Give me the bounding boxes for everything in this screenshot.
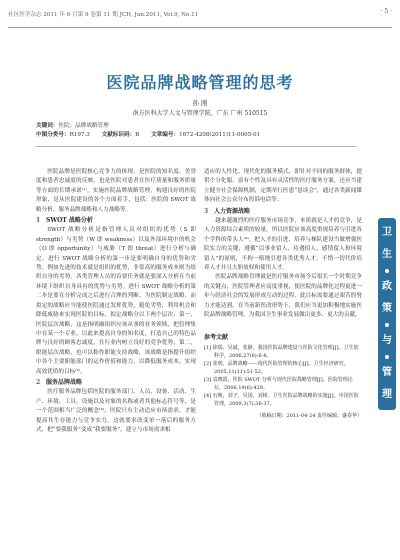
section-number: 3 (204, 207, 209, 215)
section-3-paragraph: 越来越激烈的医疗服务市场竞争，本质就是人才的竞争，是人力资源综合素质的较量，所以医院应该高度重视培养与引进各个学科的带头人⁽⁴⁾。把人才的引进、培养与梯队建设当做增强医院实力的关键，遵循“以事业留人、待遇招人、感情留人和环境留人”的原则，不拘一格地引进各类优秀人才，不惜一切代价培养人才并且大胆放权和使用人才。 (204, 218, 362, 272)
side-tab-char: 理 (382, 389, 392, 400)
references-heading: 参考文献 (204, 333, 229, 341)
right-column (204, 168, 362, 421)
article-no-value: 1672-4208(2011)11-0005-01 (179, 132, 261, 138)
section-heading-2 (36, 378, 196, 387)
left-column (36, 168, 196, 435)
section-1-paragraph: SWOT 战略分析是指管理人员对组织的优势（S 即 strength）与劣势（W 即 weakness）以及外部环境中的机会（O 即 opportunity）与威胁（T 即 threat）进行分析与确定。进行 SWOT 战略分析的第一步是要明确自身的优势和劣势。例如先进的技术就是组织的优势，非常高的服务成本则为组织自身的劣势。各类管理人员的首要任务就是要深入分析在当前环境下组织自身具有的优势与劣势。进行 SWOT 战略分析的第二步是要在分析完成之后进行合理的判断、为医院制定战略。而拟定的战略应当能使医院通过发挥优势，避免劣势，利用机会和降低威胁来实现医院的目标。拟定战略分以下两个层次：第一，医院层次战略，这是指明确组织应该从事的业务领域，把管理集中在某一个专业，以此来提高自身的知名度，打造自己的特色品牌与良好的顾客忠诚度。在行业内树立良好的竞争优势，第二，职能层次战略，也可以称作职能支持战略，该战略是指提升组织中各个主要职能部门的运作价值和能力，以降低服务成本，实现高效优质的目标⁽²⁾。 (36, 227, 196, 375)
side-tab-char: 策 (382, 303, 392, 314)
clc-value: R197.3 (69, 132, 90, 138)
intro-paragraph: 医院品牌是医院核心竞争力的体现，是医院的知名度、美誉度和患者忠诚度的反映。也是医院对患者在医疗质量和服务质量等方面的长期承诺⁽¹⁾。实施医院品牌战略管理，构建良好的医院形象，是从医院建设的各个方面着手，包括：医院的 SWOT 战略分析、服务品牌战略和人力战略等。 (36, 169, 196, 213)
article-title: 医院品牌战略管理的思考 (106, 73, 294, 92)
article-no-label: 文章编号： (151, 132, 180, 138)
received-date-editor: （收稿日期：2011-04-24 责任编辑：盛春华） (256, 412, 362, 419)
side-tab-char: 与 (382, 335, 392, 346)
side-tab-char: 管 (382, 367, 392, 378)
keywords-label: 关键词： (36, 123, 59, 129)
side-tab-char: 卫 (382, 227, 392, 238)
article-author: 孙 刚 (192, 99, 208, 107)
section-title: SWOT 战略分析 (46, 217, 93, 225)
journal-citation: 社区医学杂志 2011 年 6 月第 9 卷第 11 期 JCH, Jun.2011, Vol.9, No.11 (8, 12, 199, 18)
side-tab-char: 政 (382, 281, 392, 292)
author-affiliation: 南方医科大学人文与管理学院，广东 广州 510515 (132, 110, 268, 117)
side-tab-char: 生 (382, 249, 392, 260)
running-header (8, 6, 392, 28)
page-number: · 5 · (380, 8, 392, 15)
reference-item: [2] 张明，品牌战略——现代医院管理的核心[J]。卫生经济研究，2005,11(11):51-52。 (204, 360, 349, 375)
keywords-line (36, 122, 356, 131)
section-number: 2 (36, 378, 41, 386)
section-2-paragraph: 医疗服务品牌包括医院的服务部门、人员、设备、活动、生产、环境、工具、设施以及对象的名称或者其他标志符号等，是一个范围相当广泛的概念⁽³⁾。医院只有主动适应市场需求，才能提高其生存能力与竞争实力。这就要求改变单一落后的服务方式，把“要我服务”变成“我要服务”，建立与市场需求相 (36, 389, 196, 433)
clc-label: 中图分类号： (36, 132, 70, 138)
bullet-dot-icon (385, 323, 389, 327)
section-title: 人力资源战略 (214, 207, 251, 215)
article-metadata (36, 122, 356, 147)
bullet-dot-icon (385, 355, 389, 359)
section-side-tab (378, 218, 396, 410)
section-number: 1 (36, 217, 41, 225)
section-title: 服务品牌战略 (46, 378, 83, 386)
section-2-continued: 适应的人性化、现代化的服务模式，即针对不同的服务群体，提供个分化服、富有个性及具有灵活性的医疗服务方案，还应当建立健全社会保障机制，定期举行医患“恳谈会”，通过各类新闻媒体向社会公众分布投诉电话等。 (204, 169, 362, 204)
doc-code-value: B (135, 132, 140, 138)
reference-item: [4] 石焕，刘子，吴国，刘树。卫生医院品牌战略的实施[J]。中国医院管理，2009,3(7):36-37。 (204, 392, 359, 407)
closing-paragraph: 医院品牌战略管理就是医疗服务市场今后很长一个时期竞争的关键点，医院管理者应高度重视，使医院的品牌化过程更进一步与经济社会的发展形成互动的过程，此目标需要通过艰苦的努力才能达到。在当前新医改形势下，我们应当更加积极地实施医院品牌战略管理，为我国卫生事业发展做出更多、更大的贡献。 (204, 274, 362, 319)
reference-item: [1] 徐瑞，吴斌，张静。我国医院品牌建设与医院文化管理[J]。卫生软科学，2006,27(6):6-8。 (204, 344, 359, 359)
section-heading-3 (204, 207, 362, 216)
bullet-dot-icon (385, 269, 389, 273)
classification-line (36, 131, 356, 140)
section-heading-1 (36, 216, 196, 225)
doc-code-label: 文献标识码： (101, 132, 136, 138)
reference-item: [3] 袁晓霞，医院 SWOT 分析与现代医院战略管理[J]。医院管理论坛，2006,19(6):429。 (204, 376, 353, 391)
keywords-value: 医院；品牌战略管理 (58, 123, 109, 129)
